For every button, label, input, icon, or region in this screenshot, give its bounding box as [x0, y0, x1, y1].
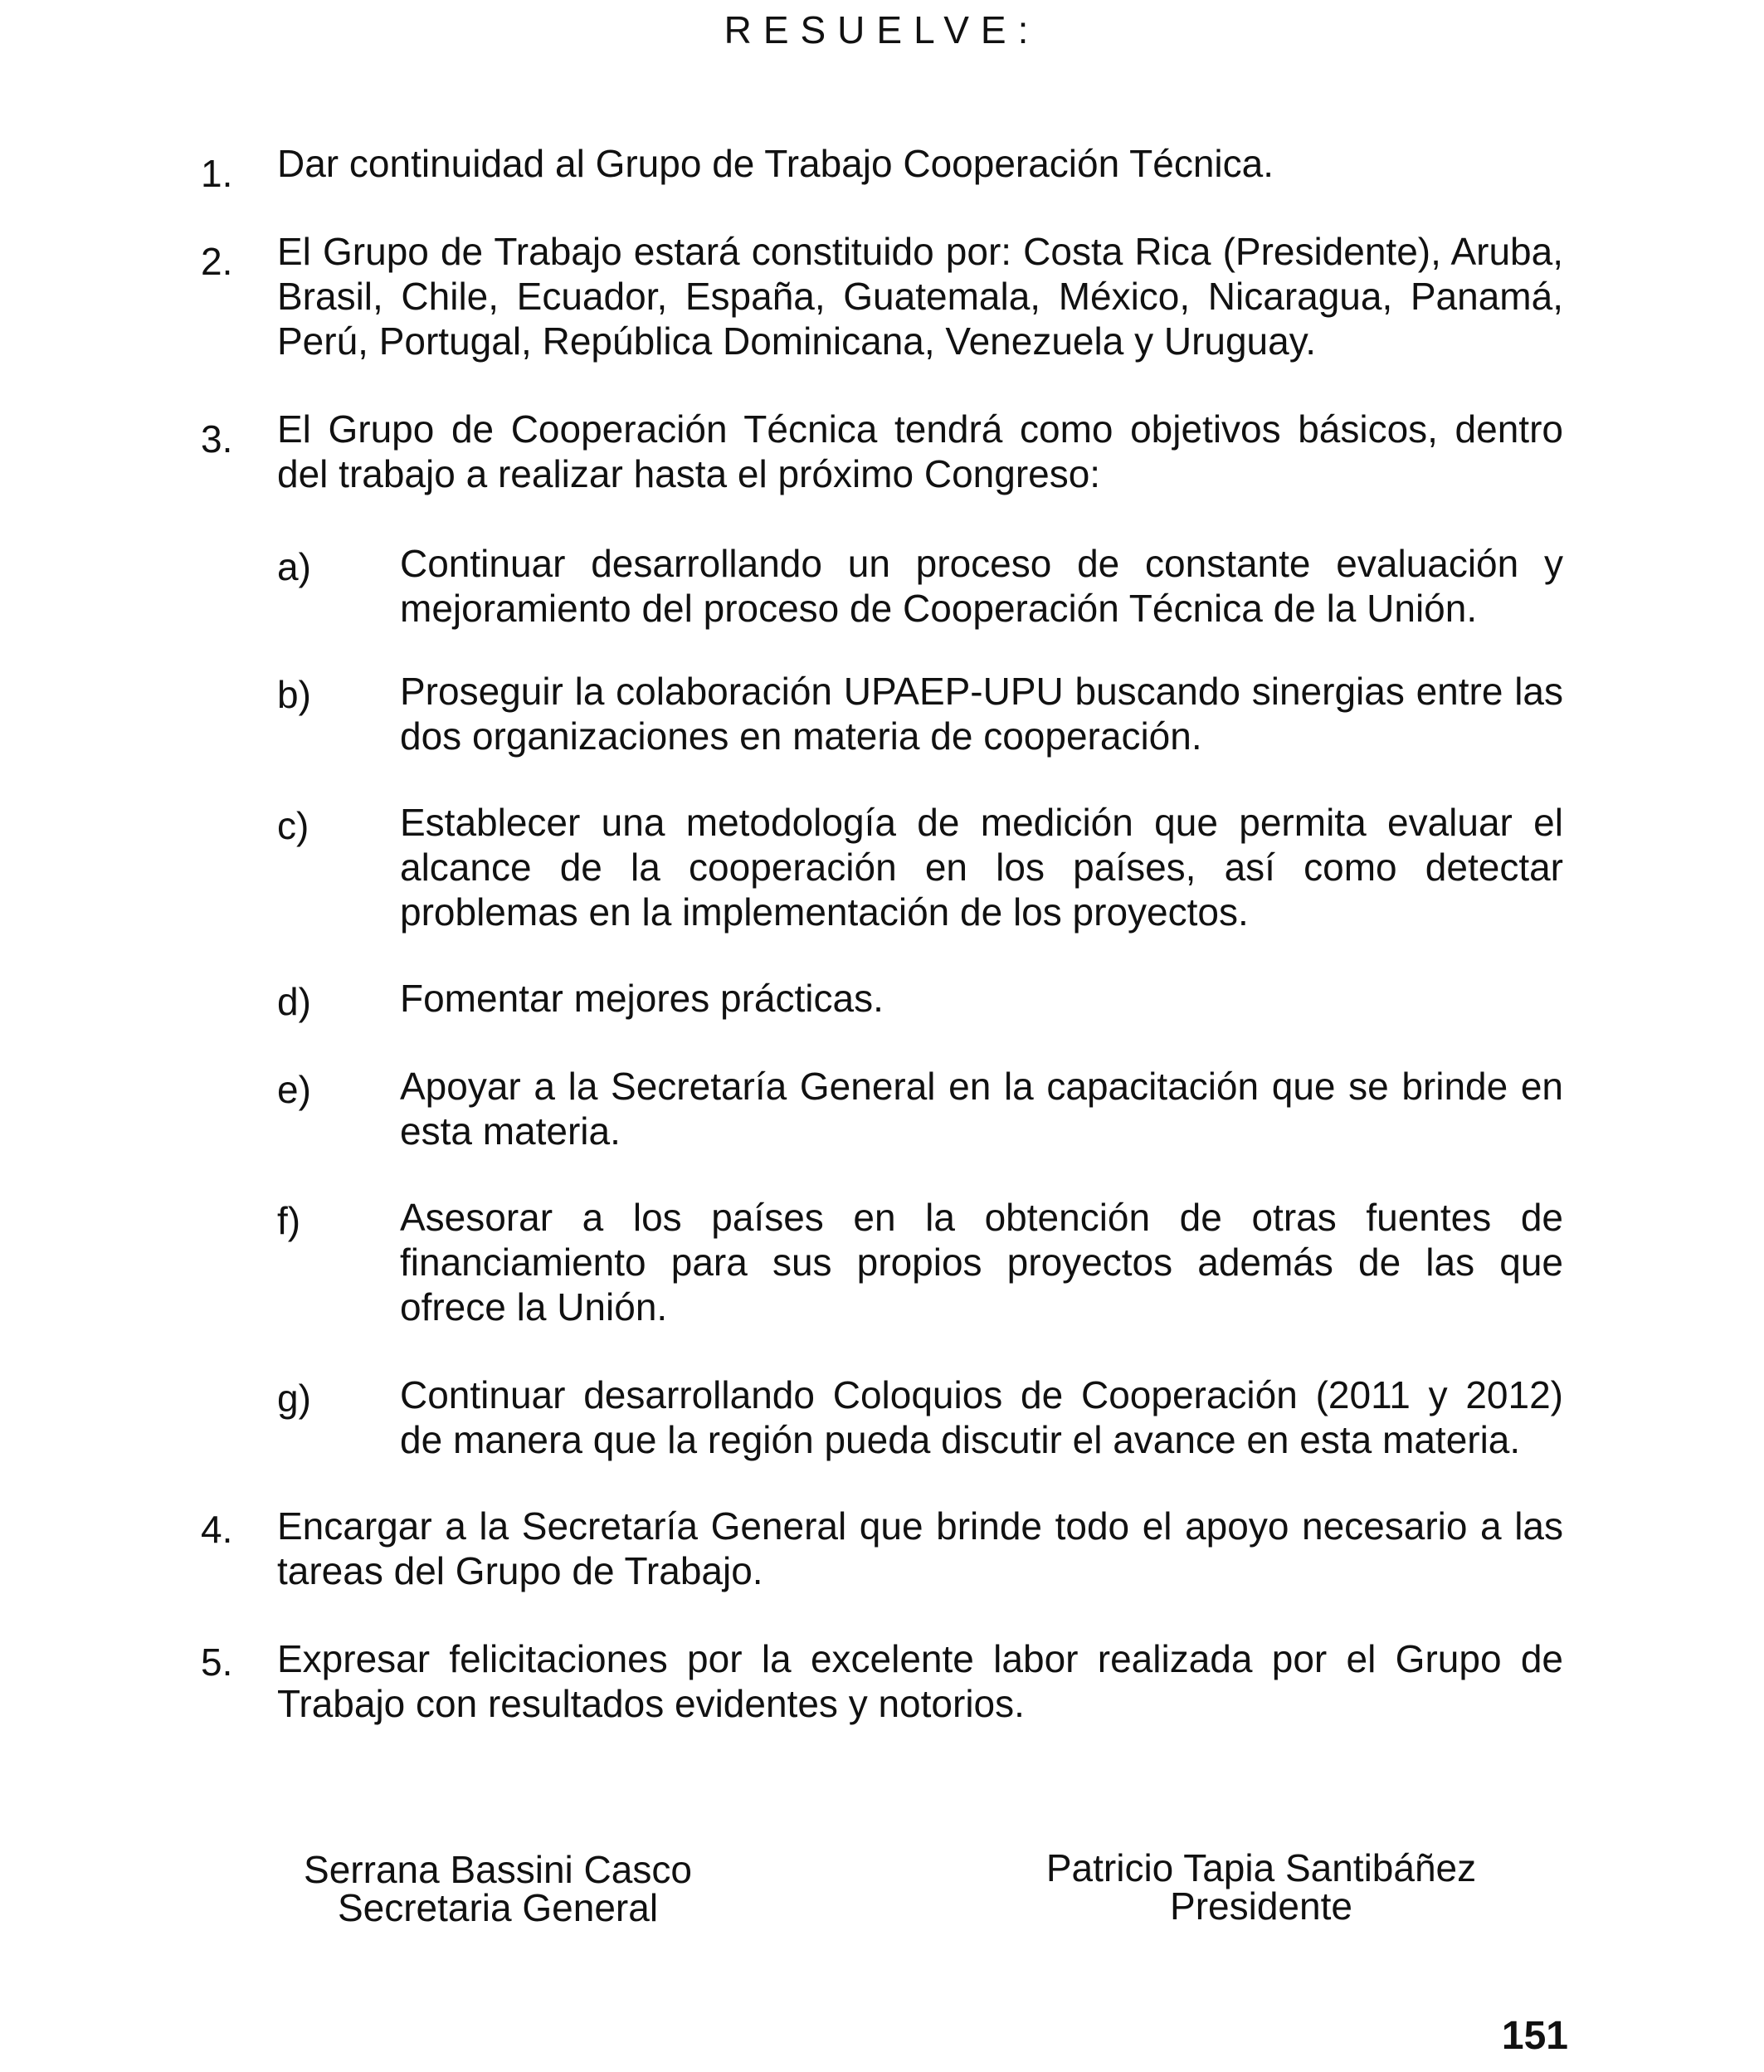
objective-text: Apoyar a la Secretaría General en la capacitación que se brinde en esta materia.	[400, 1065, 1563, 1153]
item-number: 5.	[201, 1641, 233, 1684]
item-number: 2.	[201, 240, 233, 283]
objective-label: e)	[277, 1068, 311, 1111]
objective-item-b	[0, 669, 1764, 768]
objective-label: a)	[277, 545, 311, 588]
objective-text: Asesorar a los países en la obtención de otras fuentes de financiamiento para sus propios proyectos además de las que ofrece la Unión.	[400, 1196, 1563, 1329]
resolution-item-5	[0, 1636, 1764, 1736]
objective-item-d	[0, 976, 1764, 1026]
signature-block-left	[249, 1850, 747, 1927]
objective-label: d)	[277, 980, 311, 1023]
signatory-title: Secretaria General	[337, 1886, 659, 1929]
signature-block-right	[1012, 1846, 1510, 1928]
item-text: Expresar felicitaciones por la excelente labor realizada por el Grupo de Trabajo con resultados evidentes y notorios.	[277, 1637, 1563, 1725]
section-heading: RESUELVE:	[724, 8, 1040, 51]
objective-label: b)	[277, 673, 311, 716]
item-number: 1.	[201, 152, 233, 195]
objective-text: Continuar desarrollando Coloquios de Cooperación (2011 y 2012) de manera que la región pueda discutir el avance en esta materia.	[400, 1373, 1563, 1461]
objective-item-e	[0, 1064, 1764, 1163]
objective-label: f)	[277, 1199, 301, 1242]
item-text: Dar continuidad al Grupo de Trabajo Cooperación Técnica.	[277, 142, 1274, 185]
objective-label: c)	[277, 804, 309, 847]
item-number: 3.	[201, 417, 233, 461]
item-text: El Grupo de Trabajo estará constituido por: Costa Rica (Presidente), Aruba, Brasil, Chile, Ecuador, España, Guatemala, México, Nicaragua, Panamá, Perú, Portugal, República Dominicana, Venezuela y Uruguay.	[277, 230, 1563, 363]
objective-text: Fomentar mejores prácticas.	[400, 977, 884, 1020]
resolution-item-1	[0, 141, 1764, 195]
objective-text: Proseguir la colaboración UPAEP-UPU buscando sinergias entre las dos organizaciones en materia de cooperación.	[400, 670, 1563, 758]
objective-item-g	[0, 1372, 1764, 1472]
objective-item-c	[0, 800, 1764, 941]
objective-item-f	[0, 1195, 1764, 1336]
signatory-name: Serrana Bassini Casco	[304, 1848, 692, 1891]
resolution-item-4	[0, 1504, 1764, 1603]
objective-item-a	[0, 541, 1764, 641]
item-text: Encargar a la Secretaría General que brinde todo el apoyo necesario a las tareas del Grupo de Trabajo.	[277, 1504, 1563, 1592]
item-number: 4.	[201, 1508, 233, 1551]
objective-text: Establecer una metodología de medición que permita evaluar el alcance de la cooperación en los países, así como detectar problemas en la implementación de los proyectos.	[400, 801, 1563, 934]
signatory-name: Patricio Tapia Santibáñez	[1045, 1846, 1477, 1889]
page-number: 151	[1501, 2014, 1568, 2058]
objective-label: g)	[277, 1377, 311, 1420]
item-text: El Grupo de Cooperación Técnica tendrá como objetivos básicos, dentro del trabajo a realizar hasta el próximo Congreso:	[277, 407, 1563, 495]
objective-text: Continuar desarrollando un proceso de constante evaluación y mejoramiento del proceso de Cooperación Técnica de la Unión.	[400, 542, 1563, 630]
resolution-item-2	[0, 229, 1764, 370]
resolution-item-3	[0, 407, 1764, 506]
signatory-title: Presidente	[1170, 1884, 1352, 1928]
